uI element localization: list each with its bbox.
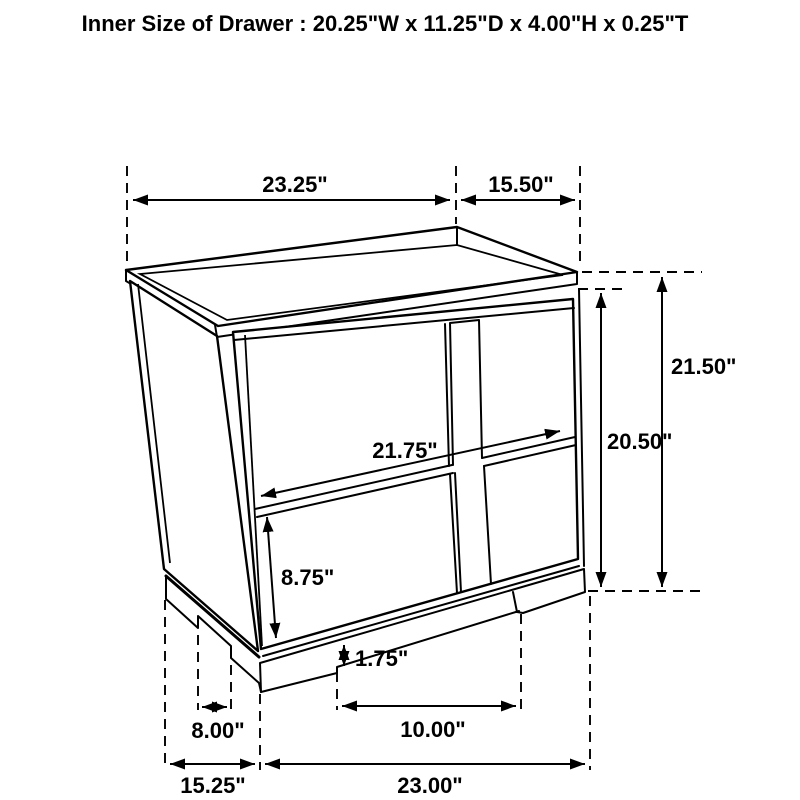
dimension-base-recess-height bbox=[344, 645, 408, 671]
nightstand-drawing bbox=[126, 227, 585, 692]
diagram-title: Inner Size of Drawer : 20.25"W x 11.25"D x 4.00"H x 0.25"T bbox=[81, 11, 689, 36]
front-panel bbox=[233, 289, 584, 656]
dim-label-side-leg-gap: 8.00" bbox=[191, 718, 245, 743]
right-side-sliver-edge bbox=[579, 289, 584, 566]
dim-label-bottom-width: 23.00" bbox=[397, 773, 463, 798]
dim-label-top-width: 23.25" bbox=[262, 172, 328, 197]
dimension-top-depth bbox=[461, 172, 575, 200]
dim-label-bottom-depth: 15.25" bbox=[180, 773, 246, 798]
front-face bbox=[233, 299, 578, 649]
dim-label-top-depth: 15.50" bbox=[488, 172, 554, 197]
dim-label-body-height: 20.50" bbox=[607, 429, 673, 454]
dimension-bottom-depth bbox=[170, 764, 255, 798]
dimension-total-height bbox=[662, 277, 736, 587]
dim-label-total-height: 21.50" bbox=[671, 354, 737, 379]
dimension-top-width bbox=[133, 172, 450, 200]
dim-label-drawer-width: 21.75" bbox=[372, 438, 438, 463]
dim-label-drawer-front-height: 8.75" bbox=[281, 565, 335, 590]
dimension-side-leg-gap bbox=[191, 707, 244, 743]
dimension-front-leg-gap bbox=[342, 706, 516, 742]
dimension-bottom-width bbox=[265, 764, 585, 798]
dim-label-front-leg-gap: 10.00" bbox=[400, 717, 466, 742]
dim-label-base-recess-height: 1.75" bbox=[355, 646, 409, 671]
